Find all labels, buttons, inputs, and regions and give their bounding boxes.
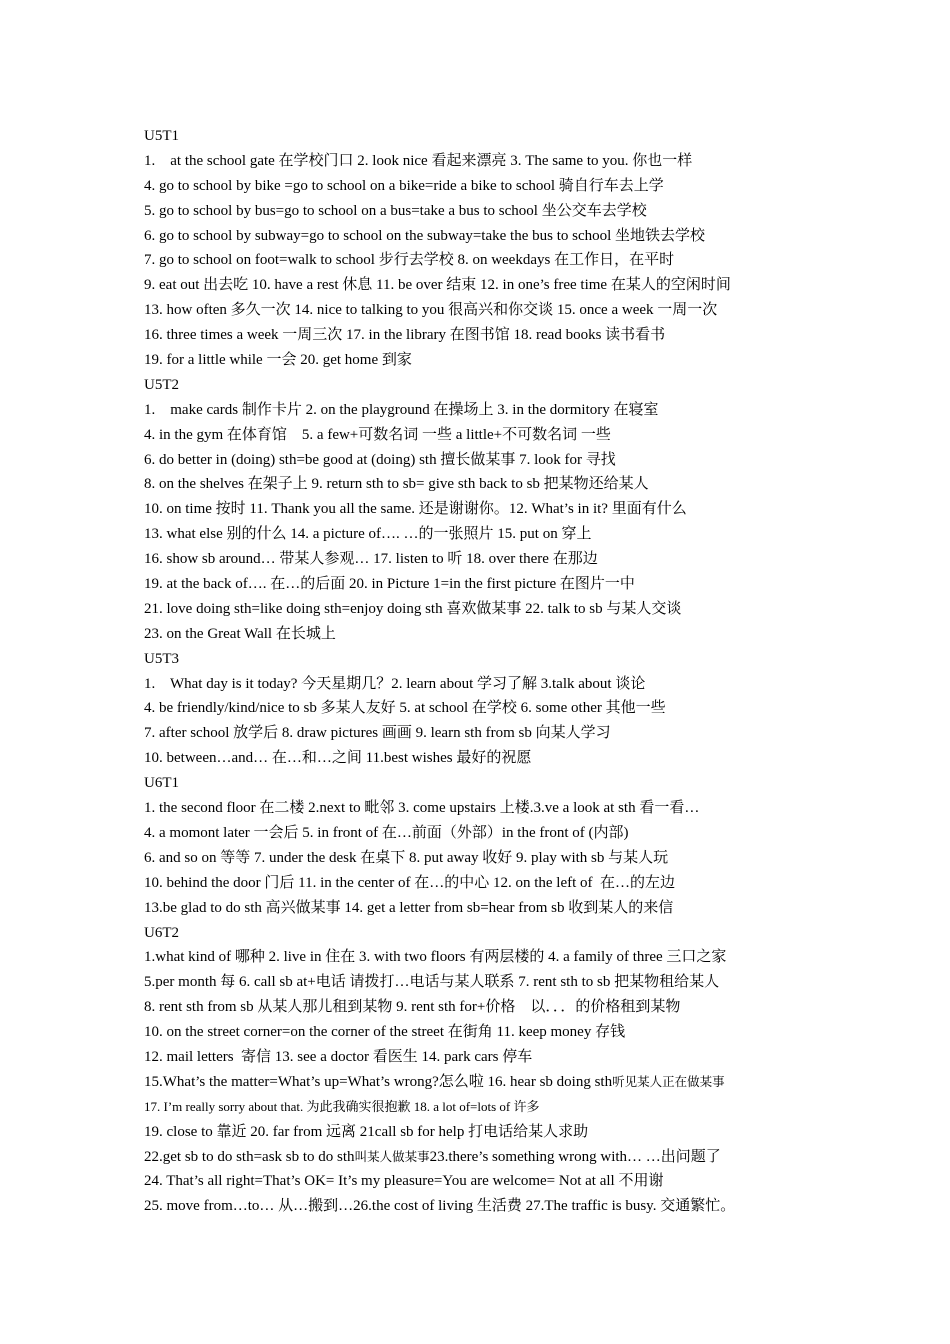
- text-line: 10. between…and… 在…和…之间 11.best wishes 最好的祝愿: [144, 750, 532, 767]
- text-line: [144, 1145, 834, 1170]
- text-line: 8. rent sth from sb 从某人那儿租到某物 9. rent sth for+价格 以．．．的价格租到某物: [144, 999, 681, 1016]
- heading-u5t3: U5T3: [144, 650, 179, 667]
- document-page: [144, 124, 834, 1219]
- text-line: 19. for a little while 一会 20. get home 到家: [144, 352, 412, 369]
- heading-u6t1: U6T1: [144, 775, 179, 792]
- text-line: 16. show sb around… 带某人参观… 17. listen to 听 18. over there 在那边: [144, 551, 598, 568]
- text-segment-small: 17. I’m really sorry about that. 为此我确实很抱歉 18. a lot of=lots of 许多: [144, 1098, 540, 1114]
- text-line: 19. close to 靠近 20. far from 远离 21call sb for help 打电话给某人求助: [144, 1123, 589, 1140]
- text-segment: 22.get sb to do sth=ask sb to do sth: [144, 1148, 355, 1165]
- text-line: [144, 1070, 834, 1095]
- text-line: 10. behind the door 门后 11. in the center of 在…的中心 12. on the left of 在…的左边: [144, 874, 676, 891]
- text-line: 1. What day is it today? 今天星期几？2. learn about 学习了解 3.talk about 谈论: [144, 675, 646, 692]
- text-line: 21. love doing sth=like doing sth=enjoy doing sth 喜欢做某事 22. talk to sb 与某人交谈: [144, 600, 682, 617]
- text-line: 19. at the back of…. 在…的后面 20. in Picture 1=in the first picture 在图片一中: [144, 576, 635, 593]
- text-segment: 15.What’s the matter=What’s up=What’s wrong?怎么啦 16. hear sb doing sth: [144, 1073, 613, 1090]
- text-line: 4. in the gym 在体育馆 5. a few+可数名词 一些 a little+不可数名词 一些: [144, 426, 611, 443]
- text-line: 4. a momont later 一会后 5. in front of 在…前面（外部）in the front of (内部): [144, 824, 629, 841]
- text-line: 13. what else 别的什么 14. a picture of…. …的一张照片 15. put on 穿上: [144, 526, 592, 543]
- text-line: 7. go to school on foot=walk to school 步行去学校 8. on weekdays 在工作日，在平时: [144, 252, 675, 269]
- heading-u6t2: U6T2: [144, 924, 179, 941]
- text-line: 10. on time 按时 11. Thank you all the same. 还是谢谢你。12. What’s in it? 里面有什么: [144, 501, 687, 518]
- text-line: 4. be friendly/kind/nice to sb 多某人友好 5. at school 在学校 6. some other 其他一些: [144, 700, 666, 717]
- text-line: 7. after school 放学后 8. draw pictures 画画 9. learn sth from sb 向某人学习: [144, 725, 611, 742]
- text-line: 6. and so on 等等 7. under the desk 在桌下 8. put away 收好 9. play with sb 与某人玩: [144, 849, 669, 866]
- text-line: 1. make cards 制作卡片 2. on the playground 在操场上 3. in the dormitory 在寝室: [144, 401, 659, 418]
- heading-u5t1: U5T1: [144, 128, 179, 144]
- text-segment-small: 叫某人做某事: [354, 1149, 430, 1164]
- heading-u5t2: U5T2: [144, 376, 179, 393]
- text-line: 23. on the Great Wall 在长城上: [144, 625, 336, 642]
- text-line: 16. three times a week 一周三次 17. in the library 在图书馆 18. read books 读书看书: [144, 327, 666, 344]
- text-line: 9. eat out 出去吃 10. have a rest 休息 11. be over 结束 12. in one’s free time 在某人的空闲时间: [144, 277, 731, 294]
- text-line: 1.what kind of 哪种 2. live in 住在 3. with two floors 有两层楼的 4. a family of three 三口之家: [144, 949, 727, 966]
- text-line: 10. on the street corner=on the corner of the street 在街角 11. keep money 存钱: [144, 1024, 626, 1041]
- text-line: 6. go to school by subway=go to school on the subway=take the bus to school 坐地铁去学校: [144, 227, 706, 244]
- text-line: 25. move from…to… 从…搬到…26.the cost of living 生活费 27.The traffic is busy. 交通繁忙。: [144, 1198, 736, 1215]
- text-line: 13. how often 多久一次 14. nice to talking to you 很高兴和你交谈 15. once a week 一周一次: [144, 302, 718, 319]
- text-line: [144, 1095, 834, 1120]
- text-line: 5. go to school by bus=go to school on a bus=take a bus to school 坐公交车去学校: [144, 202, 647, 219]
- text-line: 12. mail letters 寄信 13. see a doctor 看医生 14. park cars 停车: [144, 1048, 533, 1065]
- text-line: 6. do better in (doing) sth=be good at (doing) sth 擅长做某事 7. look for 寻找: [144, 451, 616, 468]
- text-segment: 23.there’s something wrong with… …出问题了: [429, 1148, 721, 1165]
- text-line: 4. go to school by bike =go to school on a bike=ride a bike to school 骑自行车去上学: [144, 177, 664, 194]
- text-line: 13.be glad to do sth 高兴做某事 14. get a letter from sb=hear from sb 收到某人的来信: [144, 899, 674, 916]
- text-line: 5.per month 每 6. call sb at+电话 请拨打…电话与某人联系 7. rent sth to sb 把某物租给某人: [144, 974, 720, 991]
- text-line: 1. at the school gate 在学校门口 2. look nice 看起来漂亮 3. The same to you. 你也一样: [144, 152, 693, 169]
- text-line: 1. the second floor 在二楼 2.next to 毗邻 3. come upstairs 上楼.3.ve a look at sth 看一看…: [144, 800, 700, 817]
- text-line: 24. That’s all right=That’s OK= It’s my pleasure=You are welcome= Not at all 不用谢: [144, 1173, 664, 1190]
- text-line: 8. on the shelves 在架子上 9. return sth to sb= give sth back to sb 把某物还给某人: [144, 476, 649, 493]
- text-segment-small: 听见某人正在做某事: [612, 1074, 725, 1089]
